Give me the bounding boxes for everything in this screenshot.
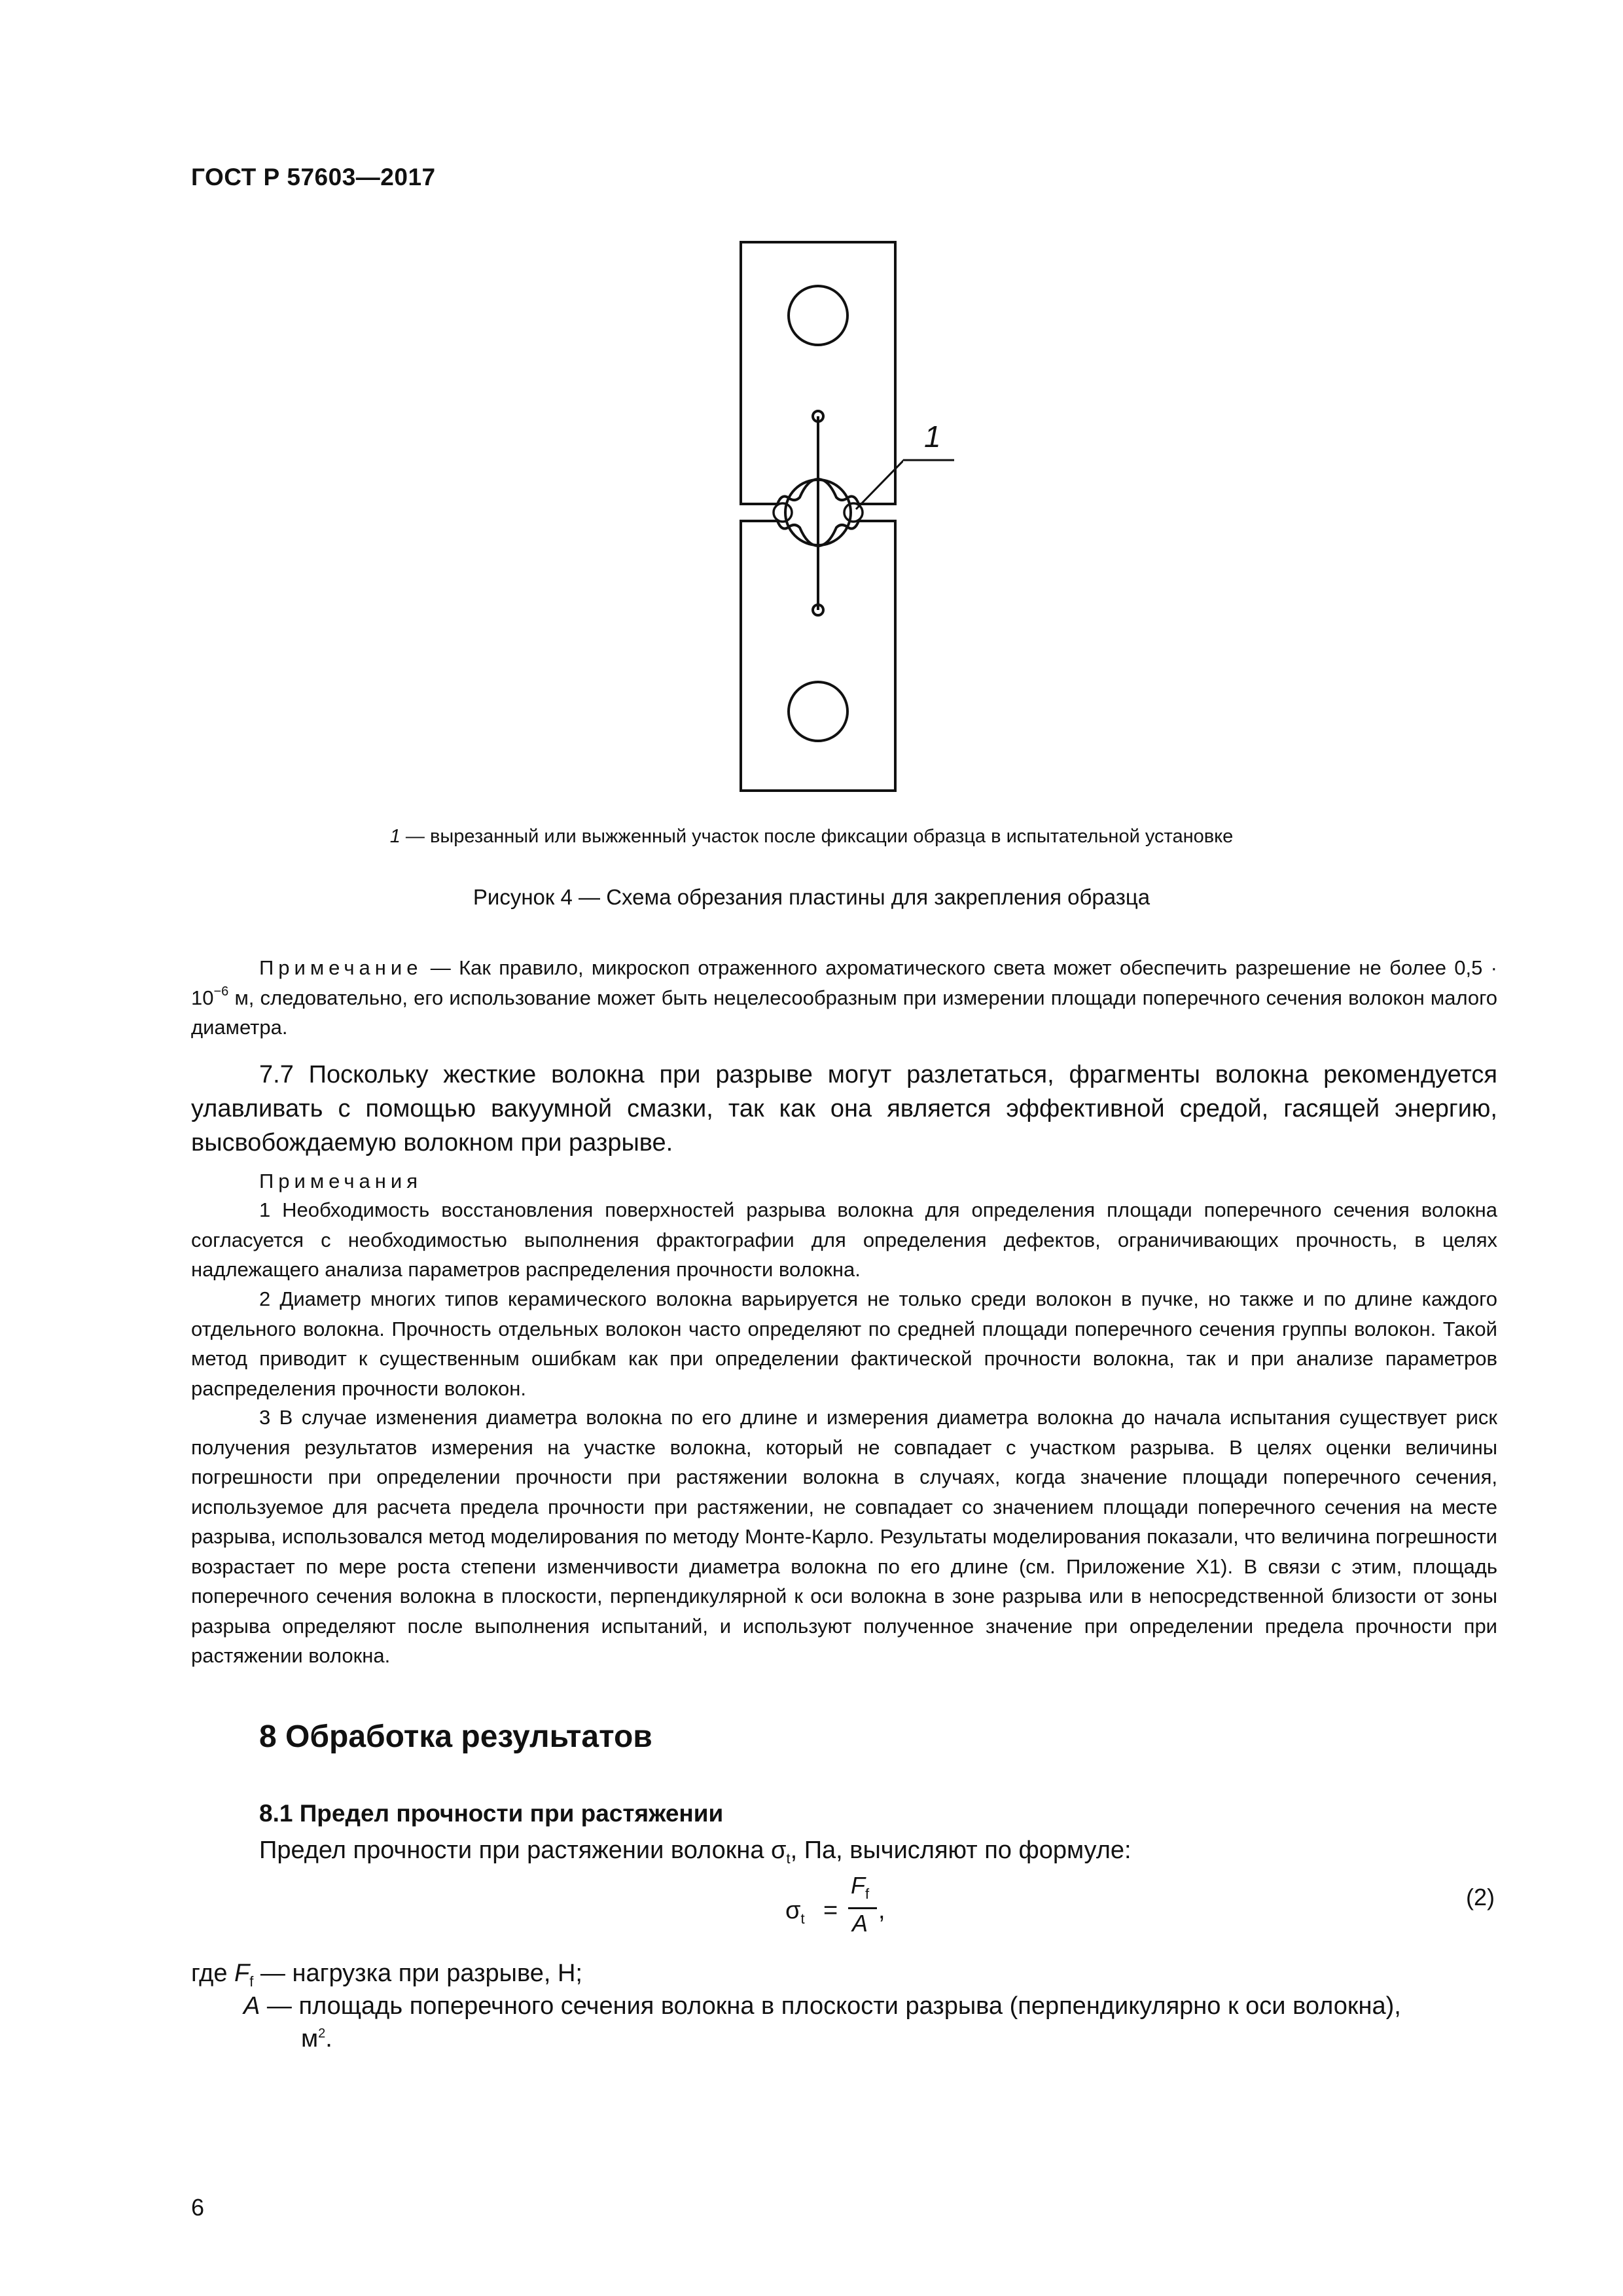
section-7-7: 7.7 Поскольку жесткие волокна при разрыве могут разлетаться, фрагменты волокна рекомендуется улавливать с помощью вакуумной смазки, так как она является эффективной средой, гасящей энергию, высвобождаемую волокном при разрыве. — [191, 1061, 1497, 1157]
legend-a: A — площадь поперечного сечения волокна в плоскости разрыва (перпендикулярно к оси волокна), — [243, 1992, 1401, 2020]
formula-intro: Предел прочности при растяжении волокна $\sigma_t$, Па, вычисляют по формуле: — [259, 1837, 1132, 1867]
fraction-bar — [848, 1907, 877, 1909]
formula-comma: , — [878, 1897, 885, 1924]
figure-caption: Рисунок 4 — Схема обрезания пластины для закрепления образца — [473, 885, 1150, 909]
section-8-1-title: 8.1 Предел прочности при растяжении — [259, 1800, 724, 1827]
note-microscope: Примечание — Как правило, микроскоп отраженного ахроматического света может обеспечить разрешение не более $0,5 \cdot 10^{-6}$ м, следовательно, его использование может быть нецелесообразным при измерении площади поперечного сечения волокон малого диаметра. — [191, 956, 1497, 1039]
figure-legend — [191, 826, 1432, 848]
formula-equals: = — [823, 1897, 838, 1924]
equation-number: (2) — [1466, 1884, 1495, 1910]
note-label: Примечание — [259, 956, 423, 979]
left-notch — [774, 503, 792, 522]
section-8-title: 8 Обработка результатов — [259, 1719, 652, 1754]
formula-numerator: F — [851, 1872, 865, 1899]
formula-tensile-strength: $\sigma_t$ = $F_f$ A , — [785, 1872, 885, 1937]
legend-number: 1 — [389, 826, 401, 847]
note-3: 3 В случае изменения диаметра волокна по его длине и измерения диаметра волокна до начала испытания существует риск получения результатов измерения на участке волокна, который не совпадает с участком разрыва. В целях оценки величины погрешности при определении прочности при растяжении волокна в случаях, когда значение площади поперечного сечения, используемое для расчета предела прочности при растяжении, не совпадает со значением площади поперечного сечения на месте разрыва, использовался метод моделирования по методу Монте-Карло. Результаты моделирования показали, что величина погрешности возрастает по мере роста степени изменчивости диаметра волокна по его длине (см. Приложение X1). В связи с этим, площадь поперечного сечения волокна в плоскости, перпендикулярной к оси волокна в зоне разрыва или в непосредственной близости от зоны разрыва определяют после выполнения испытаний, и используют полученное значение при определении предела прочности при растяжении волокна. — [191, 1406, 1497, 1667]
note-2: 2 Диаметр многих типов керамического волокна варьируется не только среди волокон в пучке, но также и по длине каждого отдельного волокна. Прочность отдельных волокон часто определяют по средней площади поперечного сечения группы волокон. Такой метод приводит к существенным ошибкам как при определении фактической прочности волокна, так и при анализе параметров распределения прочности волокон. — [191, 1287, 1497, 1400]
lower-mounting-hole — [789, 682, 847, 741]
formula-denominator: A — [852, 1910, 868, 1937]
callout-number: 1 — [924, 420, 941, 454]
specimen-mounting-plate-diagram — [733, 236, 903, 798]
formula-legend — [191, 1957, 1497, 2055]
upper-mounting-hole — [789, 286, 847, 345]
callout-extension — [903, 455, 955, 468]
formula-lhs: σ — [785, 1897, 801, 1924]
page-number: 6 — [191, 2194, 205, 2221]
note-1: 1 Необходимость восстановления поверхностей разрыва волокна для определения площади поперечного сечения волокна согласуется с необходимостью выполнения фрактографии для определения дефектов, ограничивающих прочность, в целях надлежащего анализа параметров распределения прочности волокна. — [191, 1198, 1497, 1281]
notes-label: Примечания — [259, 1170, 422, 1193]
legend-a-unit: $м^2$. — [301, 2025, 332, 2053]
legend-text: — вырезанный или выжженный участок после фиксации образца в испытательной установке — [400, 826, 1234, 847]
legend-ff: где $F_f$ — нагрузка при разрыве, Н; — [191, 1960, 582, 1990]
document-header: ГОСТ Р 57603—2017 — [191, 164, 436, 190]
